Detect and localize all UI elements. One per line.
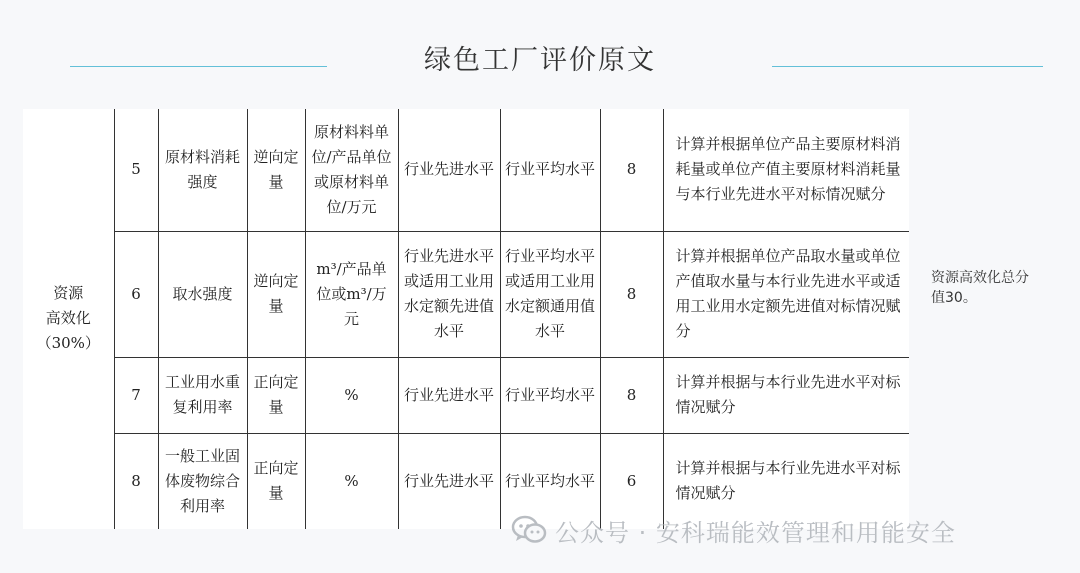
cell-indicator: 取水强度: [158, 231, 247, 357]
cell-indicator: 工业用水重复利用率: [158, 357, 247, 433]
cell-score: 8: [600, 109, 663, 231]
cell-score: 8: [600, 231, 663, 357]
watermark: [511, 512, 956, 548]
cell-direction: 逆向定量: [247, 231, 305, 357]
cell-indicator: 原材料消耗强度: [158, 109, 247, 231]
table-row: [23, 357, 909, 433]
group-label-line: 资源: [53, 284, 84, 303]
cell-indicator: 一般工业固体废物综合利用率: [158, 433, 247, 529]
cell-baseline: 行业先进水平: [398, 357, 500, 433]
cell-method: 计算并根据与本行业先进水平对标情况赋分: [663, 433, 909, 529]
group-label-line: 高效化: [45, 309, 91, 328]
cell-score: 6: [600, 433, 663, 529]
evaluation-table-image: [23, 109, 909, 529]
table-row: [23, 231, 909, 357]
cell-reference: 行业平均水平: [500, 357, 600, 433]
cell-baseline: 行业先进水平或适用工业用水定额先进值水平: [398, 231, 500, 357]
cell-reference: 行业平均水平: [500, 433, 600, 529]
cell-unit: m³/产品单位或m³/万元: [305, 231, 398, 357]
cell-score: 8: [600, 357, 663, 433]
cell-method: 计算并根据单位产品取水量或单位产值取水量与本行业先进水平或适用工业用水定额先进值对标情况赋分: [663, 231, 909, 357]
cell-unit: 原材料料单位/产品单位或原材料单位/万元: [305, 109, 398, 231]
table-row: [23, 109, 909, 231]
cell-no: 6: [114, 231, 158, 357]
title-rule-left: [70, 66, 327, 67]
cell-no: 7: [114, 357, 158, 433]
cell-direction: 正向定量: [247, 433, 305, 529]
group-label-line: （30%）: [36, 334, 100, 353]
wechat-icon: [511, 514, 547, 546]
group-cell: [23, 109, 114, 529]
watermark-text: 公众号 · 安科瑞能效管理和用能安全: [555, 518, 956, 547]
page-title: 绿色工厂评价原文: [424, 45, 656, 76]
cell-baseline: 行业先进水平: [398, 433, 500, 529]
cell-direction: 逆向定量: [247, 109, 305, 231]
cell-no: 5: [114, 109, 158, 231]
cell-method: 计算并根据与本行业先进水平对标情况赋分: [663, 357, 909, 433]
cell-unit: %: [305, 357, 398, 433]
cell-method: 计算并根据单位产品主要原材料消耗量或单位产值主要原材料消耗量与本行业先进水平对标情况赋分: [663, 109, 909, 231]
cell-reference: 行业平均水平或适用工业用水定额通用值水平: [500, 231, 600, 357]
cell-direction: 正向定量: [247, 357, 305, 433]
cell-unit: %: [305, 433, 398, 529]
cell-baseline: 行业先进水平: [398, 109, 500, 231]
side-note: 资源高效化总分值30。: [931, 270, 1029, 306]
cell-no: 8: [114, 433, 158, 529]
cell-reference: 行业平均水平: [500, 109, 600, 231]
title-rule-right: [772, 66, 1043, 67]
evaluation-table: [23, 109, 909, 529]
